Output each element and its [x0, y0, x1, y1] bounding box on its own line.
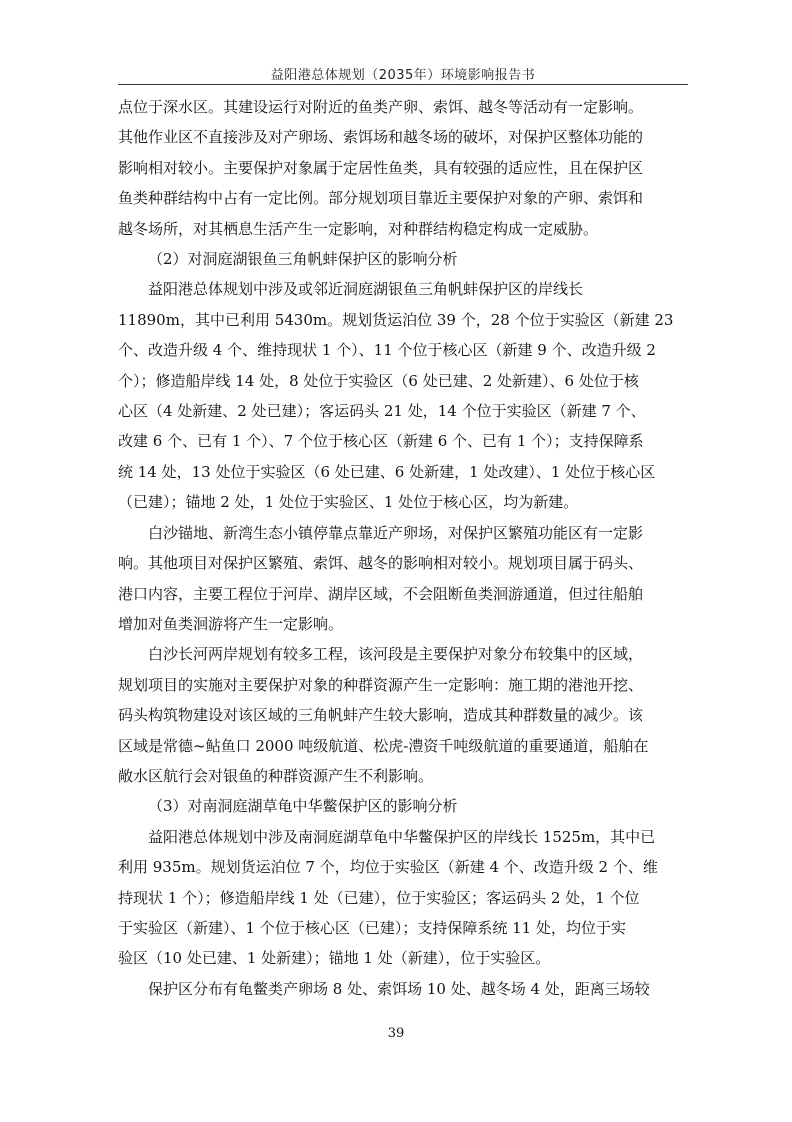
text-line: 鱼类种群结构中占有一定比例。部分规划项目靠近主要保护对象的产卵、索饵和 [118, 189, 644, 208]
text-line: 改建 6 个、已有 1 个）、7 个位于核心区（新建 6 个、已有 1 个）；支持保障系 [118, 432, 644, 451]
text-line: （3）对南洞庭湖草龟中华鳖保护区的影响分析 [148, 797, 458, 816]
text-line: 统 14 处，13 处位于实验区（6 处已建、6 处新建，1 处改建）、1 处位于核心区 [118, 462, 656, 481]
text-line: 影响相对较小。主要保护对象属于定居性鱼类，具有较强的适应性，且在保护区 [118, 158, 644, 177]
text-line: 11890m，其中已利用 5430m。规划货运泊位 39 个，28 个位于实验区（新建 23 [118, 310, 674, 329]
text-line: 码头构筑物建设对该区域的三角帆蚌产生较大影响，造成其种群数量的减少。该 [118, 706, 644, 725]
text-line: 越冬场所，对其栖息生活产生一定影响，对种群结构稳定构成一定威胁。 [118, 219, 599, 238]
text-line: 保护区分布有龟鳖类产卵场 8 处、索饵场 10 处、越冬场 4 处，距离三场较 [148, 979, 650, 998]
text-line: 益阳港总体规划中涉及南洞庭湖草龟中华鳖保护区的岸线长 1525m，其中已 [148, 827, 656, 846]
body-text [118, 92, 678, 1004]
text-line: 其他作业区不直接涉及对产卵场、索饵场和越冬场的破坏，对保护区整体功能的 [118, 128, 644, 147]
text-line: 区域是常德~鲇鱼口 2000 吨级航道、松虎-澧资千吨级航道的重要通道，船舶在 [118, 736, 649, 755]
text-line: 于实验区（新建）、1 个位于核心区（已建）；支持保障系统 11 处，均位于实 [118, 918, 626, 937]
paragraph [118, 822, 678, 974]
text-line: （已建）；锚地 2 处，1 处位于实验区、1 处位于核心区，均为新建。 [118, 493, 579, 512]
text-line: 个、改造升级 4 个、维持现状 1 个）、11 个位于核心区（新建 9 个、改造升级 2 [118, 341, 656, 360]
text-line: 港口内容，主要工程位于河岸、湖岸区域，不会阻断鱼类洄游通道，但过往船舶 [118, 584, 644, 603]
paragraph [118, 274, 678, 517]
text-line: 益阳港总体规划中涉及或邻近洞庭湖银鱼三角帆蚌保护区的岸线长 [148, 280, 584, 299]
section-subheading [118, 791, 678, 821]
text-line: 验区（10 处已建、1 处新建）；锚地 1 处（新建），位于实验区。 [118, 949, 551, 968]
section-subheading [118, 244, 678, 274]
running-header: 益阳港总体规划（2035年）环境影响报告书 [270, 68, 536, 83]
text-line: 增加对鱼类洄游将产生一定影响。 [118, 614, 344, 633]
text-line: 心区（4 处新建、2 处已建）；客运码头 21 处，14 个位于实验区（新建 7 个、 [118, 402, 646, 421]
text-line: 利用 935m。规划货运泊位 7 个，均位于实验区（新建 4 个、改造升级 2 个、维 [118, 858, 658, 877]
text-line: 敞水区航行会对银鱼的种群资源产生不利影响。 [118, 766, 434, 785]
text-line: （2）对洞庭湖银鱼三角帆蚌保护区的影响分析 [148, 250, 458, 269]
paragraph [118, 92, 678, 244]
paragraph [118, 639, 678, 791]
paragraph [118, 518, 678, 640]
text-line: 点位于深水区。其建设运行对附近的鱼类产卵、索饵、越冬等活动有一定影响。 [118, 98, 644, 116]
paragraph [118, 974, 678, 1004]
header-divider [118, 84, 688, 85]
text-line: 规划项目的实施对主要保护对象的种群资源产生一定影响：施工期的港池开挖、 [118, 675, 644, 694]
page-number: 39 [387, 1026, 405, 1041]
text-line: 白沙锚地、新湾生态小镇停靠点靠近产卵场，对保护区繁殖功能区有一定影 [148, 523, 644, 542]
text-line: 白沙长河两岸规划有较多工程，该河段是主要保护对象分布较集中的区域， [148, 645, 644, 664]
text-line: 个）；修造船岸线 14 处，8 处位于实验区（6 处已建、2 处新建）、6 处位于核 [118, 371, 639, 390]
text-line: 响。其他项目对保护区繁殖、索饵、越冬的影响相对较小。规划项目属于码头、 [118, 554, 644, 573]
text-line: 持现状 1 个）；修造船岸线 1 处（已建），位于实验区；客运码头 2 处，1 个位 [118, 888, 640, 907]
